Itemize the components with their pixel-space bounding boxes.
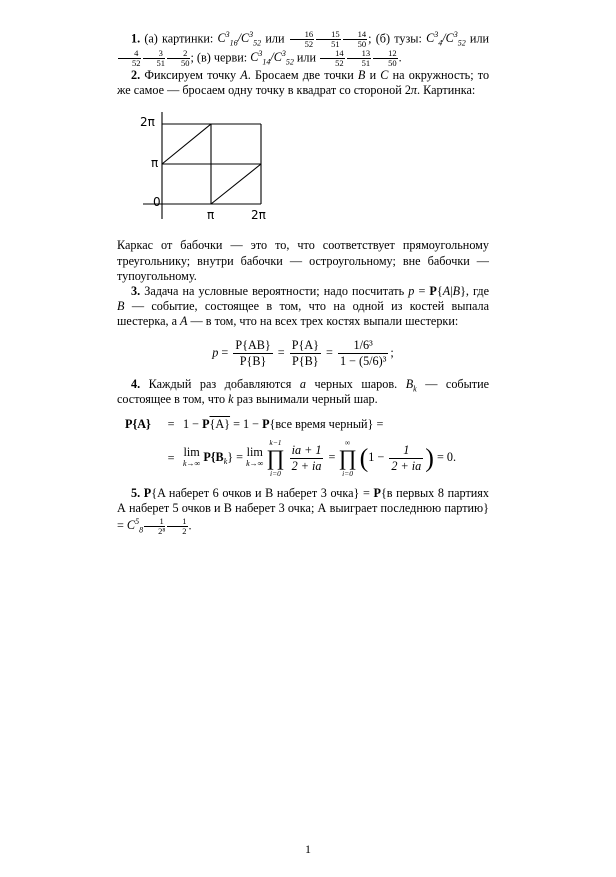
sub: 14 [262,57,271,67]
denominator: 1 − (5/6)³ [339,353,387,368]
x-tick-pi: π [207,208,215,223]
text: или [296,50,317,65]
text: , где [465,284,490,299]
prob-Bk: P{B [203,450,224,465]
text: — в том, что на всех трех костях выпали шестерки: [190,314,459,329]
fraction [290,30,315,49]
fraction [343,30,368,49]
sub: 4 [438,38,443,48]
numerator: 13 [347,49,372,59]
numerator: 1 [144,517,165,527]
problem-number: 1. [131,31,141,46]
math-op: ; [390,344,394,359]
fraction [373,49,398,68]
y-tick-pi: π [151,156,159,171]
denominator: P{B} [292,353,319,368]
diag-upper [162,124,211,164]
denominator: 2 + ia [291,458,322,473]
math-var: A [180,314,188,329]
prob-operator: P [373,486,381,501]
sup: 3 [434,30,439,40]
butterfly-figure [117,104,489,234]
equation-row-2 [125,438,489,478]
fraction [167,517,187,536]
y-tick-2pi: 2π [140,115,155,130]
problem-number: 4. [131,376,141,391]
numerator: 15 [316,30,341,40]
problem-4 [117,377,489,407]
prob-operator: P [429,284,437,299]
text: ; (в) черви: [190,50,248,65]
math-var: B [452,284,461,299]
numerator: 16 [290,30,315,40]
sup: 3 [225,30,230,40]
numerator: 12 [373,49,398,59]
fraction [144,517,165,536]
denominator: 2 + ia [391,458,422,473]
math-var: a [299,376,306,391]
math-binom: $C^3_{14}/C^3_{52}$ [250,49,294,67]
sup: 3 [249,30,254,40]
product [266,438,284,478]
prod-bottom: i=0 [270,469,281,479]
denominator: 51 [331,39,340,49]
text: — событие, состоящее в том, что на одной из костей выпала шестерка, а [117,299,490,329]
text: {все время черный} = [269,417,384,432]
numerator: 2 [167,49,190,59]
math-binom: $C^3_4/C^3_{52}$ [426,30,466,48]
lim-sub: k→∞ [246,459,264,469]
math-op: = [277,344,285,359]
denominator: 50 [357,39,367,49]
fraction [233,338,272,369]
math-var: B [405,376,414,391]
text: {A наберет 6 очков и B наберет 3 очка} = [151,486,374,501]
numerator: 14 [343,30,368,40]
denominator: 2 [182,525,187,536]
math-op: } [460,284,466,299]
text: 1 − [183,417,203,432]
sup: 3 [453,30,458,40]
lim-word: lim [183,445,200,460]
prod-bottom: i=0 [342,469,353,479]
text: и [369,68,377,82]
math-var: C [126,517,136,532]
numerator: 1 [389,443,423,459]
numerator: 1 [167,517,187,527]
math-var: k [228,391,234,406]
math-op: = [221,344,229,359]
math-var: π [410,83,418,98]
denominator: 52 [335,58,344,68]
figure-caption: Каркас от бабочки — это то, что соответствует прямоугольному треугольнику; внутри бабочки — остроугольному; вне бабочки — тупоугольному. [117,238,489,283]
problem-2 [117,68,489,98]
text: . [188,517,192,532]
math-var: p [408,284,415,299]
product [338,438,356,478]
page-number: 1 [305,842,311,856]
fraction [338,338,388,369]
text: Фиксируем точку [144,68,237,82]
text: Каждый раз добавляются [148,376,292,391]
limit [246,447,263,469]
rhs-2 [183,438,456,478]
problem-3 [117,284,489,330]
numerator: P{AB} [235,337,271,352]
problem-5 [117,486,489,535]
prod-symbol: ∏ [266,445,285,471]
math-var: B [357,68,366,82]
equation-p3 [117,338,489,369]
diag-lower [211,164,261,204]
math-op: = [418,284,426,299]
math-op: = [167,417,175,432]
prob-operator: P [143,486,152,501]
math-op: | [450,284,453,299]
sub: 16 [229,38,238,48]
denominator: P{B} [239,353,267,368]
prod-top: ∞ [344,438,351,448]
fraction [290,338,321,369]
text: = 1 − [230,417,263,432]
lim-sub: k→∞ [183,459,201,469]
text: Задача на условные вероятности; надо посчитать [144,284,405,299]
numerator: 14 [320,49,345,59]
sup: 3 [258,49,263,59]
fraction [389,443,423,474]
x-tick-2pi: 2π [251,208,266,223]
text: } = [227,450,247,465]
denominator: 2⁸ [158,525,166,536]
sub: k [413,384,417,394]
denominator: 50 [181,58,190,68]
math-op: = [326,344,333,359]
text: черных шаров. [314,376,398,391]
problem-1 [117,30,489,68]
math-binom: $C^3_{16}/C^3_{52}$ [217,30,262,48]
math-var: B [117,299,125,314]
denominator: 51 [361,58,371,68]
problem-number: 3. [131,284,141,299]
sub: k [223,457,228,467]
text: . Бросаем две точки [247,68,354,82]
sub: 52 [285,57,294,67]
fraction [167,49,190,68]
page-content [117,30,489,536]
problem-number: 5. [131,486,141,501]
math-num: 2 [404,83,411,98]
math-op: = [325,450,339,465]
denominator: 50 [388,58,397,68]
fraction [347,49,372,68]
text: ; (б) тузы: [368,31,422,46]
text: {в первых 8 партиях А наберет 5 очков и В наберет 3 очка; А выиграет последнюю партию} = [117,486,489,532]
sub: 8 [139,525,144,535]
fraction [320,49,345,68]
math-var: A [442,284,451,299]
equation-row-1 [125,417,489,432]
text: — событие состоящее в том, что [117,376,490,406]
text: раз вынимали черный шар. [236,391,378,406]
equation-p4 [125,417,489,478]
sub: 52 [457,38,466,48]
lhs: P{A} [125,417,151,432]
paren-right: ) [425,443,434,473]
numerator: 1/6³ [338,338,388,354]
numerator: 3 [143,49,166,59]
text: 1 − [368,450,385,465]
prob-operator: P [202,417,210,432]
limit [183,447,200,469]
lim-word: lim [246,445,263,460]
origin-label: 0 [153,195,161,210]
numerator: 4 [118,49,141,59]
prod-symbol: ∏ [338,445,357,471]
denominator: 51 [156,58,165,68]
fraction [143,49,166,68]
numerator: ia + 1 [291,442,322,457]
sup: 5 [135,516,140,526]
denominator: 52 [304,39,314,49]
prob-operator: P [262,417,270,432]
text: . Картинка: [417,83,476,98]
numerator: P{A} [291,337,319,352]
figure-svg [117,104,489,234]
text: = 0. [433,450,457,465]
rhs-1 [183,417,383,432]
text: (а) картинки: [144,31,214,46]
problem-number: 2. [131,68,141,82]
fraction [118,49,141,68]
math-var: p [212,344,219,359]
math-var: C [380,68,389,82]
sup: 3 [281,49,286,59]
text: или [265,31,285,46]
math-var: A [240,68,248,82]
math-var [405,376,417,394]
fraction [316,30,341,49]
math-op: { [436,284,443,299]
prod-top: k−1 [269,438,282,448]
text: на окружность; то же самое — бросаем одну точку в квадрат со стороной [117,68,490,98]
math-binom [126,516,144,535]
denominator: 52 [132,58,141,68]
text: или [469,31,490,46]
fraction [290,443,324,474]
sub: 52 [253,38,262,48]
complement-A: {A} [209,417,231,432]
text: . [398,50,402,65]
paren-left: ( [359,443,369,473]
math-op: = [167,450,175,465]
